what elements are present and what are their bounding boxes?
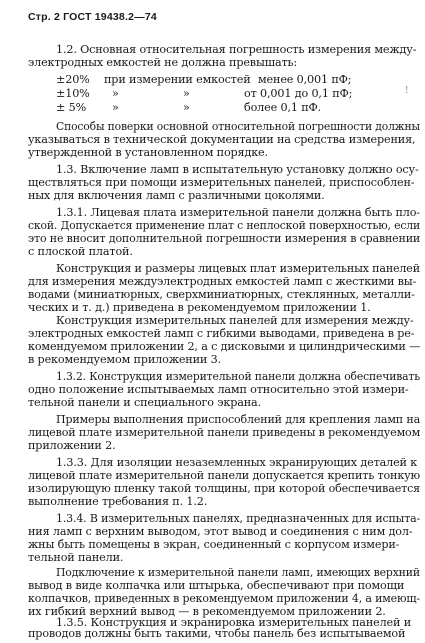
text-line: Подключение к измерительной панели ламп, имеющих верхний [56,566,420,579]
text-line: водами (миниатюрных, сверхминиатюрных, стеклянных, металли- [28,288,415,301]
text-line: 1.3.2. Конструкция измерительной панели должна обеспечивать [56,370,420,383]
text-line: проводов должны быть такими, чтобы панель без испытываемой [28,627,406,640]
text-line: 1.2. Основная относительная погрешность измерения между- [56,43,417,56]
text-line: 1.3.4. В измерительных панелях, предназначенных для испыта- [56,512,421,525]
text-line: приложении 2. [28,439,116,452]
text-line: изолирующую пленку такой толщины, при которой обеспечивается [28,482,420,495]
text-line: лицевой плате измерительной панели допускается крепить тонкую [28,469,421,482]
text-line: ществляться при помощи измерительных панелей, приспособлен- [28,176,415,189]
text-line: вывод в виде колпачка или штырька, обеспечивают при помощи [28,579,405,592]
text-line: Конструкция измерительных панелей для измерения между- [56,314,414,327]
ditto-mark: » [183,87,190,100]
text-line: тельной панели и специального экрана. [28,396,261,409]
text-line: 1.3.1. Лицевая плата измерительной панели должна быть пло- [56,206,420,219]
text-line: тельной панели. [28,551,124,564]
text-line: указываться в технической документации на средства измерения, [28,133,416,146]
text-line: жны быть помещены в экран, соединенный с корпусом измери- [28,538,400,551]
text-line: лицевой плате измерительной панели приведены в рекомендуемом [28,426,421,439]
text-line: с плоской платой. [28,245,133,258]
tolerance-cond: при измерении емкостей [104,73,251,86]
text-line: ных для включения ламп с различными цоколями. [28,189,325,202]
page-header: Стр. 2 ГОСТ 19438.2—74 [28,11,157,23]
tolerance-val: более 0,1 пФ. [244,101,322,114]
text-line: колпачков, приведенных в рекомендуемом приложении 4, а имеющ- [28,592,420,605]
margin-mark: ! [405,86,409,96]
ditto-mark: » [112,101,119,114]
tolerance-val: менее 0,001 пФ; [258,73,352,86]
text-line: 1.3. Включение ламп в испытательную установку должно осу- [56,163,419,176]
text-line: 1.3.5. Конструкция и экранировка измерительных панелей и [56,616,412,629]
text-line: 1.3.3. Для изоляции незаземленных экранирующих деталей к [56,456,418,469]
text-line: ческих и т. д.) приведена в рекомендуемом приложении 1. [28,301,371,314]
text-line: это не вносит дополнительной погрешности измерения в сравнении [28,232,421,245]
text-line: Конструкция и размеры лицевых плат измерительных панелей [56,262,420,275]
ditto-mark: » [183,101,190,114]
text-line: утвержденной в установленном порядке. [28,146,268,159]
tolerance-pct: ±20% [56,73,90,86]
text-line: для измерения междуэлектродных емкостей ламп с жесткими вы- [28,275,417,288]
tolerance-val: от 0,001 до 0,1 пФ; [244,87,353,100]
tolerance-pct: ±10% [56,87,90,100]
text-line: ской. Допускается применение плат с неплоской поверхностью, если [28,219,421,232]
text-line: ния ламп с верхним выводом, этот вывод и соединения с ним дол- [28,525,413,538]
text-line: комендуемом приложении 2, а с дисковыми и цилиндрическими — [28,340,421,353]
text-line: одно положение испытываемых ламп относительно этой измери- [28,383,409,396]
ditto-mark: » [112,87,119,100]
text-line: их гибкий верхний вывод — в рекомендуемом приложении 2. [28,605,386,618]
text-line: электродных емкостей ламп с гибкими выводами, приведена в ре- [28,327,415,340]
tolerance-pct: ± 5% [56,101,87,114]
text-line: Примеры выполнения приспособлений для крепления ламп на [56,413,421,426]
text-line: в рекомендуемом приложении 3. [28,353,222,366]
text-line: электродных емкостей не должна превышать: [28,56,298,69]
text-line: Способы поверки основной относительной погрешности должны [56,120,420,133]
text-line: выполнение требования п. 1.2. [28,495,208,508]
